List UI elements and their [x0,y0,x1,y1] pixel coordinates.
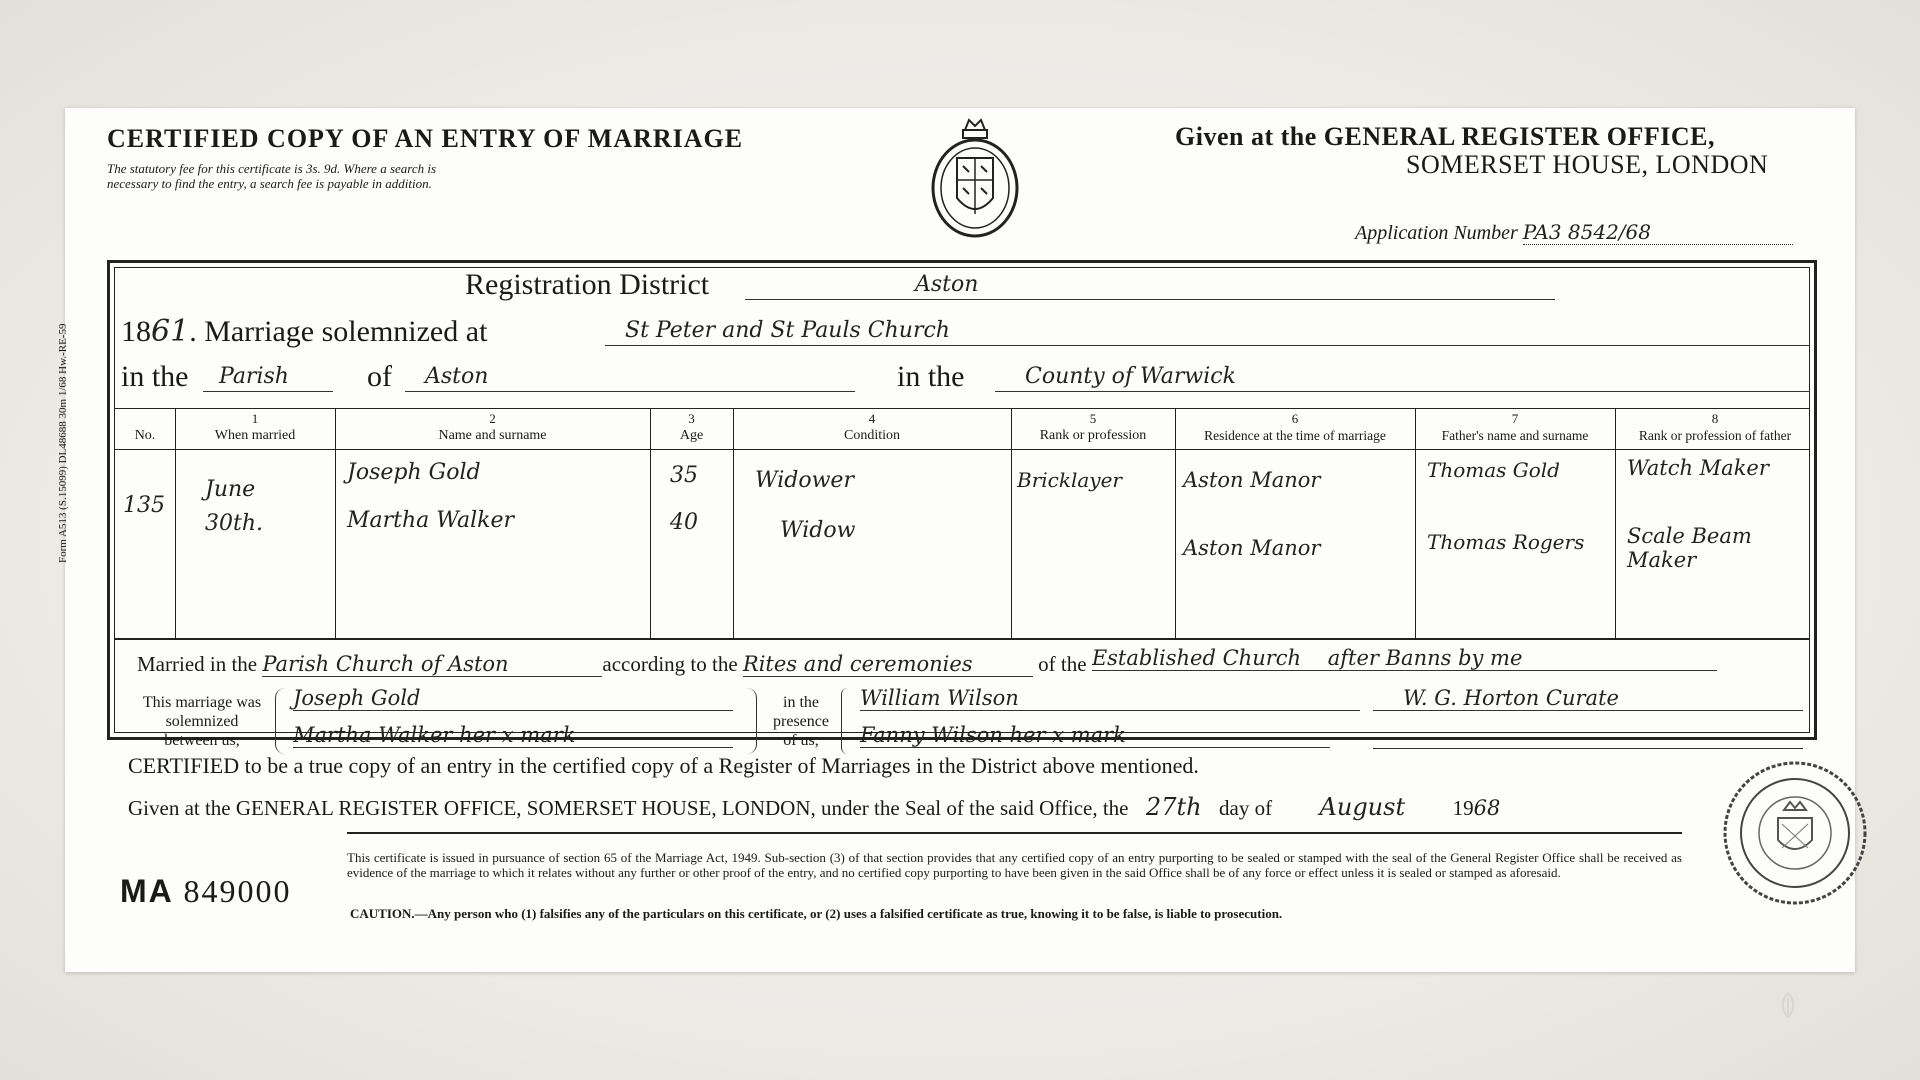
groom-father-profession: Watch Maker [1627,456,1769,480]
col-8-label: Rank or profession of father [1638,428,1792,443]
officiant-signature: W. G. Horton Curate [1373,686,1803,711]
col-5-label: Rank or profession [1039,428,1147,443]
col-3-label: Age [679,428,704,443]
col-7-num: 7 [1511,411,1519,426]
col-no-label: No. [134,428,156,443]
district-label: Registration District [465,268,710,301]
watermark-logo-icon [1775,990,1801,1020]
form-code: Form A513 (S.15099) DL48688 30m 1/68 Hw.-RE-59 [57,323,69,563]
bride-age: 40 [670,510,698,535]
in-the-label: in the [121,360,189,393]
according-label: according to the [602,652,738,676]
col-7-label: Father's name and surname [1441,428,1589,443]
groom-age: 35 [670,463,698,488]
witness-bracket [841,688,854,754]
officiant-second-line [1373,748,1803,749]
parish-value: Parish [203,364,333,392]
certified-rule [347,832,1682,834]
witness-1: William Wilson [860,686,1360,711]
caution-notice: CAUTION.—Any person who (1) falsifies any of the particulars on this certificate, or (2) uses a falsified certificate as true, knowing it to be false, is liable to prosecution. [350,906,1283,921]
entry-number: 135 [123,493,165,518]
serial-prefix: MA [120,873,173,909]
day-value: 27th [1145,793,1202,821]
application-number [1355,220,1793,245]
rites-value: Rites and ceremonies [743,652,1033,677]
col-2-label: Name and surname [438,428,547,443]
marriage-certificate [57,108,1855,972]
application-value: PA3 8542/68 [1523,220,1793,245]
col-1-label: When married [214,428,296,443]
year-prefix-cert: 19 [1452,796,1474,820]
bride-condition: Widow [780,518,856,543]
royal-arms-icon [925,116,1025,240]
certified-statement: CERTIFIED to be a true copy of an entry in the certified copy of a Register of Marriages in the District above mentioned. [128,753,1199,778]
col-8-num: 8 [1711,411,1719,426]
serial-value: 849000 [183,873,292,909]
col-5-num: 5 [1089,411,1097,426]
given-at-text: Given at the GENERAL REGISTER OFFICE, SOMERSET HOUSE, LONDON, under the Seal of the said Office, the [128,796,1129,820]
entry-date: June 30th. [205,477,263,536]
of-label: of [367,360,392,393]
certificate-title: CERTIFIED COPY OF AN ENTRY OF MARRIAGE [107,124,744,153]
bride-residence: Aston Manor [1183,536,1321,560]
groom-father: Thomas Gold [1427,458,1560,482]
church-type [1092,646,1717,671]
of-the-label: of the [1038,652,1087,676]
groom-signature: Joseph Gold [293,686,733,711]
church-value: St Peter and St Pauls Church [605,318,1810,346]
county-value: County of Warwick [995,364,1810,392]
year-value: 61 [151,314,190,349]
married-in-label: Married in the [137,652,258,676]
bride-name: Martha Walker [347,508,514,533]
col-4-label: Condition [843,428,900,443]
groom-condition: Widower [755,468,854,493]
given-at-line1: Given at the GENERAL REGISTER OFFICE, [1175,122,1716,151]
legal-notice: This certificate is issued in pursuance of section 65 of the Marriage Act, 1949. Sub-section (3) of that section provides that any certified copy of an entry purporting to be sealed or stamped with the seal of the General Register Office shall be received as evidence of the marriage to which it relates without any further or other proof of the entry, and no certified copy purporting to have been given in the said Office shall be of any force or effect unless it is sealed or stamped as aforesaid. [347,850,1682,880]
bride-father: Thomas Rogers [1427,530,1585,554]
year-row [121,314,487,349]
day-label: day of [1219,796,1273,820]
bride-signature: Martha Walker her x mark [293,723,733,748]
married-in-row [137,646,1717,677]
year-prefix: 18 [121,315,151,348]
office-seal-icon [1720,758,1870,908]
groom-name: Joseph Gold [347,460,481,485]
application-label: Application Number [1355,222,1518,244]
groom-profession: Bricklayer [1017,468,1122,492]
month-value: August [1319,793,1406,821]
after-banns: after Banns by me [1327,646,1523,670]
col-2-num: 2 [489,411,496,426]
given-at-line2: SOMERSET HOUSE, LONDON [1406,150,1769,179]
married-place: Parish Church of Aston [262,652,602,677]
fee-note: The statutory fee for this certificate is 3s. 9d. Where a search is necessary to find the entry, a search fee is payable in addition. [107,161,437,191]
presence-label: in the presence of us, [773,694,829,749]
established-church: Established Church [1091,646,1302,670]
col-3-num: 3 [688,411,695,426]
entry-bottom-rule [115,638,1809,640]
solemnized-label: . Marriage solemnized at [189,315,488,348]
solemnized-between-label: This marriage was solemnized between us, [142,694,262,749]
given-at-statement [128,793,1500,821]
serial-number [120,873,291,910]
year-value-cert: 68 [1473,796,1501,820]
in-the-label-2: in the [897,360,965,393]
col-6-label: Residence at the time of marriage [1204,428,1386,443]
register-entry-frame [107,260,1817,749]
col-6-num: 6 [1291,411,1299,426]
groom-residence: Aston Manor [1183,468,1321,492]
district-value: Aston [745,272,1555,300]
col-4-num: 4 [868,411,876,426]
of-value: Aston [405,364,855,392]
witness-2: Fanny Wilson her x mark [860,723,1330,748]
col-1-num: 1 [251,411,259,426]
bride-father-profession: Scale Beam Maker [1627,524,1752,572]
